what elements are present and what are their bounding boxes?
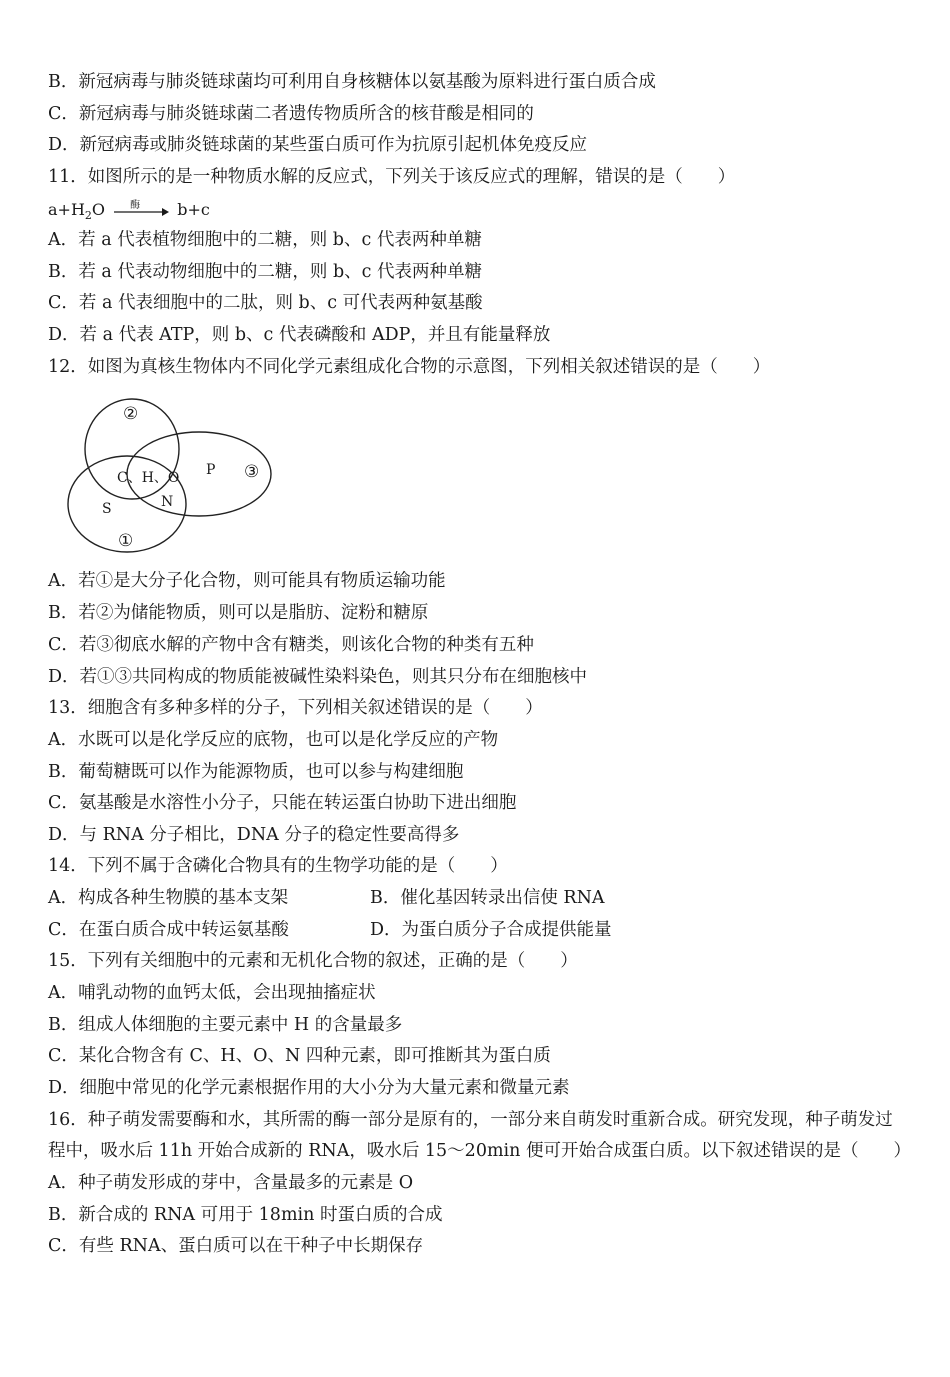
q11-stem: 11．如图所示的是一种物质水解的反应式，下列关于该反应式的理解，错误的是（ ） [48,167,736,187]
q11-option-b: B．若 a 代表动物细胞中的二糖，则 b、c 代表两种单糖 [48,262,483,282]
q14-row-2 [48,919,920,941]
label-1: ① [118,531,134,551]
q14-option-c: C．在蛋白质合成中转运氨基酸 [48,920,289,940]
q14-option-d: D．为蛋白质分子合成提供能量 [370,920,612,940]
label-2: ② [123,404,139,424]
q11-option-c: C．若 a 代表细胞中的二肽，则 b、c 可代表两种氨基酸 [48,293,483,313]
q13-stem: 13．细胞含有多种多样的分子，下列相关叙述错误的是（ ） [48,698,543,718]
q10-option-c: C．新冠病毒与肺炎链球菌二者遗传物质所含的核苷酸是相同的 [48,104,534,124]
catalyst-label: 酶 [130,199,141,211]
q12-stem: 12．如图为真核生物体内不同化学元素组成化合物的示意图，下列相关叙述错误的是（ ） [48,357,771,377]
label-p: P [206,462,216,478]
equation-subscript: 2 [84,209,92,223]
label-3: ③ [244,462,260,482]
equation-rhs: b+c [177,200,210,219]
q10-option-d: D．新冠病毒或肺炎链球菌的某些蛋白质可作为抗原引起机体免疫反应 [48,135,588,155]
q12-option-a: A．若①是大分子化合物，则可能具有物质运输功能 [48,571,446,591]
q14-stem: 14．下列不属于含磷化合物具有的生物学功能的是（ ） [48,856,508,876]
q16-option-c: C．有些 RNA、蛋白质可以在干种子中长期保存 [48,1236,424,1256]
q14-option-a: A．构成各种生物膜的基本支架 [48,888,289,908]
equation-lhs: a+H [48,200,85,219]
q11-option-a: A．若 a 代表植物细胞中的二糖，则 b、c 代表两种单糖 [48,230,482,250]
q16-option-b: B．新合成的 RNA 可用于 18min 时蛋白质的合成 [48,1205,443,1225]
q15-option-a: A．哺乳动物的血钙太低，会出现抽搐症状 [48,983,376,1003]
q12-option-c: C．若③彻底水解的产物中含有糖类，则该化合物的种类有五种 [48,635,534,655]
q13-option-d: D．与 RNA 分子相比，DNA 分子的稳定性要高得多 [48,825,460,845]
reaction-arrow-icon [112,199,170,218]
label-n: N [161,494,174,510]
q13-option-a: A．水既可以是化学反应的底物，也可以是化学反应的产物 [48,730,499,750]
q12-option-b: B．若②为储能物质，则可以是脂肪、淀粉和糖原 [48,603,429,623]
label-s: S [102,501,112,517]
q14-row-1 [48,887,920,909]
q13-option-c: C．氨基酸是水溶性小分子，只能在转运蛋白协助下进出细胞 [48,793,517,813]
q10-option-b: B．新冠病毒与肺炎链球菌均可利用自身核糖体以氨基酸为原料进行蛋白质合成 [48,72,656,92]
q11-equation [48,199,920,227]
q16-stem-line-1: 16．种子萌发需要酶和水，其所需的酶一部分是原有的，一部分来自萌发时重新合成。研究发现，种子萌发过 [48,1110,893,1130]
q15-option-b: B．组成人体细胞的主要元素中 H 的含量最多 [48,1015,403,1035]
q16-option-a: A．种子萌发形成的芽中，含量最多的元素是 O [48,1173,414,1193]
q11-option-d: D．若 a 代表 ATP，则 b、c 代表磷酸和 ADP，并且有能量释放 [48,325,551,345]
q14-option-b: B．催化基因转录出信使 RNA [370,888,605,908]
q13-option-b: B．葡萄糖既可以作为能源物质，也可以参与构建细胞 [48,762,464,782]
q12-option-d: D．若①③共同构成的物质能被碱性染料染色，则其只分布在细胞核中 [48,667,588,687]
q16-stem-line-2: 程中，吸水后 11h 开始合成新的 RNA，吸水后 15～20min 便可开始合成蛋白质。以下叙述错误的是（ ） [48,1141,911,1161]
label-chno-center: C、H、O [117,470,180,486]
q15-option-d: D．细胞中常见的化学元素根据作用的大小分为大量元素和微量元素 [48,1078,570,1098]
equation-oxygen: O [91,200,106,219]
q15-option-c: C．某化合物含有 C、H、O、N 四种元素，即可推断其为蛋白质 [48,1046,551,1066]
q15-stem: 15．下列有关细胞中的元素和无机化合物的叙述，正确的是（ ） [48,951,578,971]
element-compound-venn-diagram [60,392,280,557]
